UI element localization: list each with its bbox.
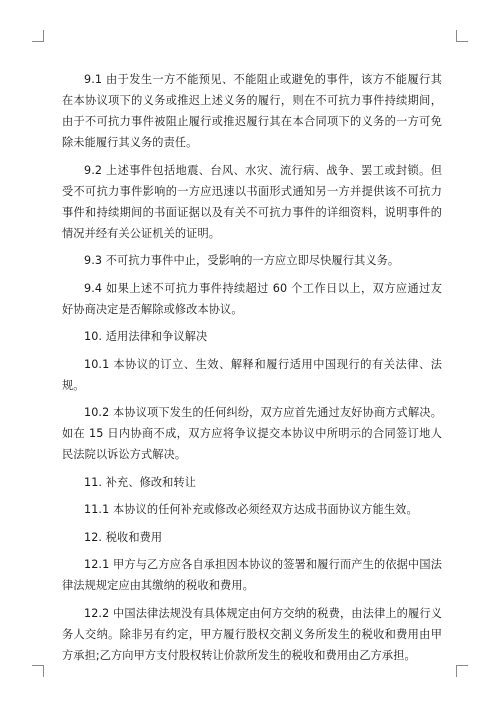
paragraph-9-1: 9.1 由于发生一方不能预见、不能阻止或避免的事件，该方不能履行其在本协议项下的义务或推迟上述义务的履行，则在不可抗力事件持续期间，由于不可抗力事件被阻止履行或推迟履行其在本合同项下的义务的一方可免除未能履行其义务的责任。 [62, 73, 442, 149]
section-heading-11: 11. 补充、修改和转让 [84, 475, 197, 489]
section-heading-12: 12. 税收和费用 [84, 530, 163, 544]
paragraph-9-4: 9.4 如果上述不可抗力事件持续超过 60 个工作日以上，双方应通过友好协商决定是否解除或修改本协议。 [62, 281, 442, 316]
paragraph-12-2: 12.2 中国法律法规没有具体规定由何方交纳的税费，由法律上的履行义务人交纳。除非另有约定，甲方履行股权交割义务所发生的税收和费用由甲方承担;乙方向甲方支付股权转让价款所发生的税收和费用由乙方承担。 [62, 606, 442, 662]
paragraph-10-2: 10.2 本协议项下发生的任何纠纷，双方应首先通过友好协商方式解决。如在 15 日内协商不成，双方应将争议提交本协议中所明示的合同签订地人民法院以诉讼方式解决。 [62, 406, 442, 461]
paragraph-10-1: 10.1 本协议的订立、生效、解释和履行适用中国现行的有关法律、法规。 [62, 357, 442, 392]
document-body [62, 69, 442, 672]
crop-mark-top-left [32, 30, 44, 42]
crop-mark-top-right [456, 30, 468, 42]
paragraph-9-3: 9.3 不可抗力事件中止，受影响的一方应立即尽快履行其义务。 [84, 254, 400, 267]
section-heading-10: 10. 适用法律和争议解决 [84, 330, 208, 343]
paragraph-9-2: 9.2 上述事件包括地震、台风、水灾、流行病、战争、罢工或封锁。但受不可抗力事件影响的一方应迅速以书面形式通知另一方并提供该不可抗力事件和持续期间的书面证据以及有关不可抗力事件的详细资料，说明事件的情况并经有关公证机关的证明。 [62, 163, 442, 240]
crop-mark-bottom-left [32, 665, 44, 677]
crop-mark-bottom-right [456, 665, 468, 677]
paragraph-11-1: 11.1 本协议的任何补充或修改必须经双方达成书面协议方能生效。 [84, 503, 418, 516]
paragraph-12-1: 12.1 甲方与乙方应各自承担因本协议的签署和履行而产生的依据中国法律法规规定应由其缴纳的税收和费用。 [62, 558, 442, 592]
